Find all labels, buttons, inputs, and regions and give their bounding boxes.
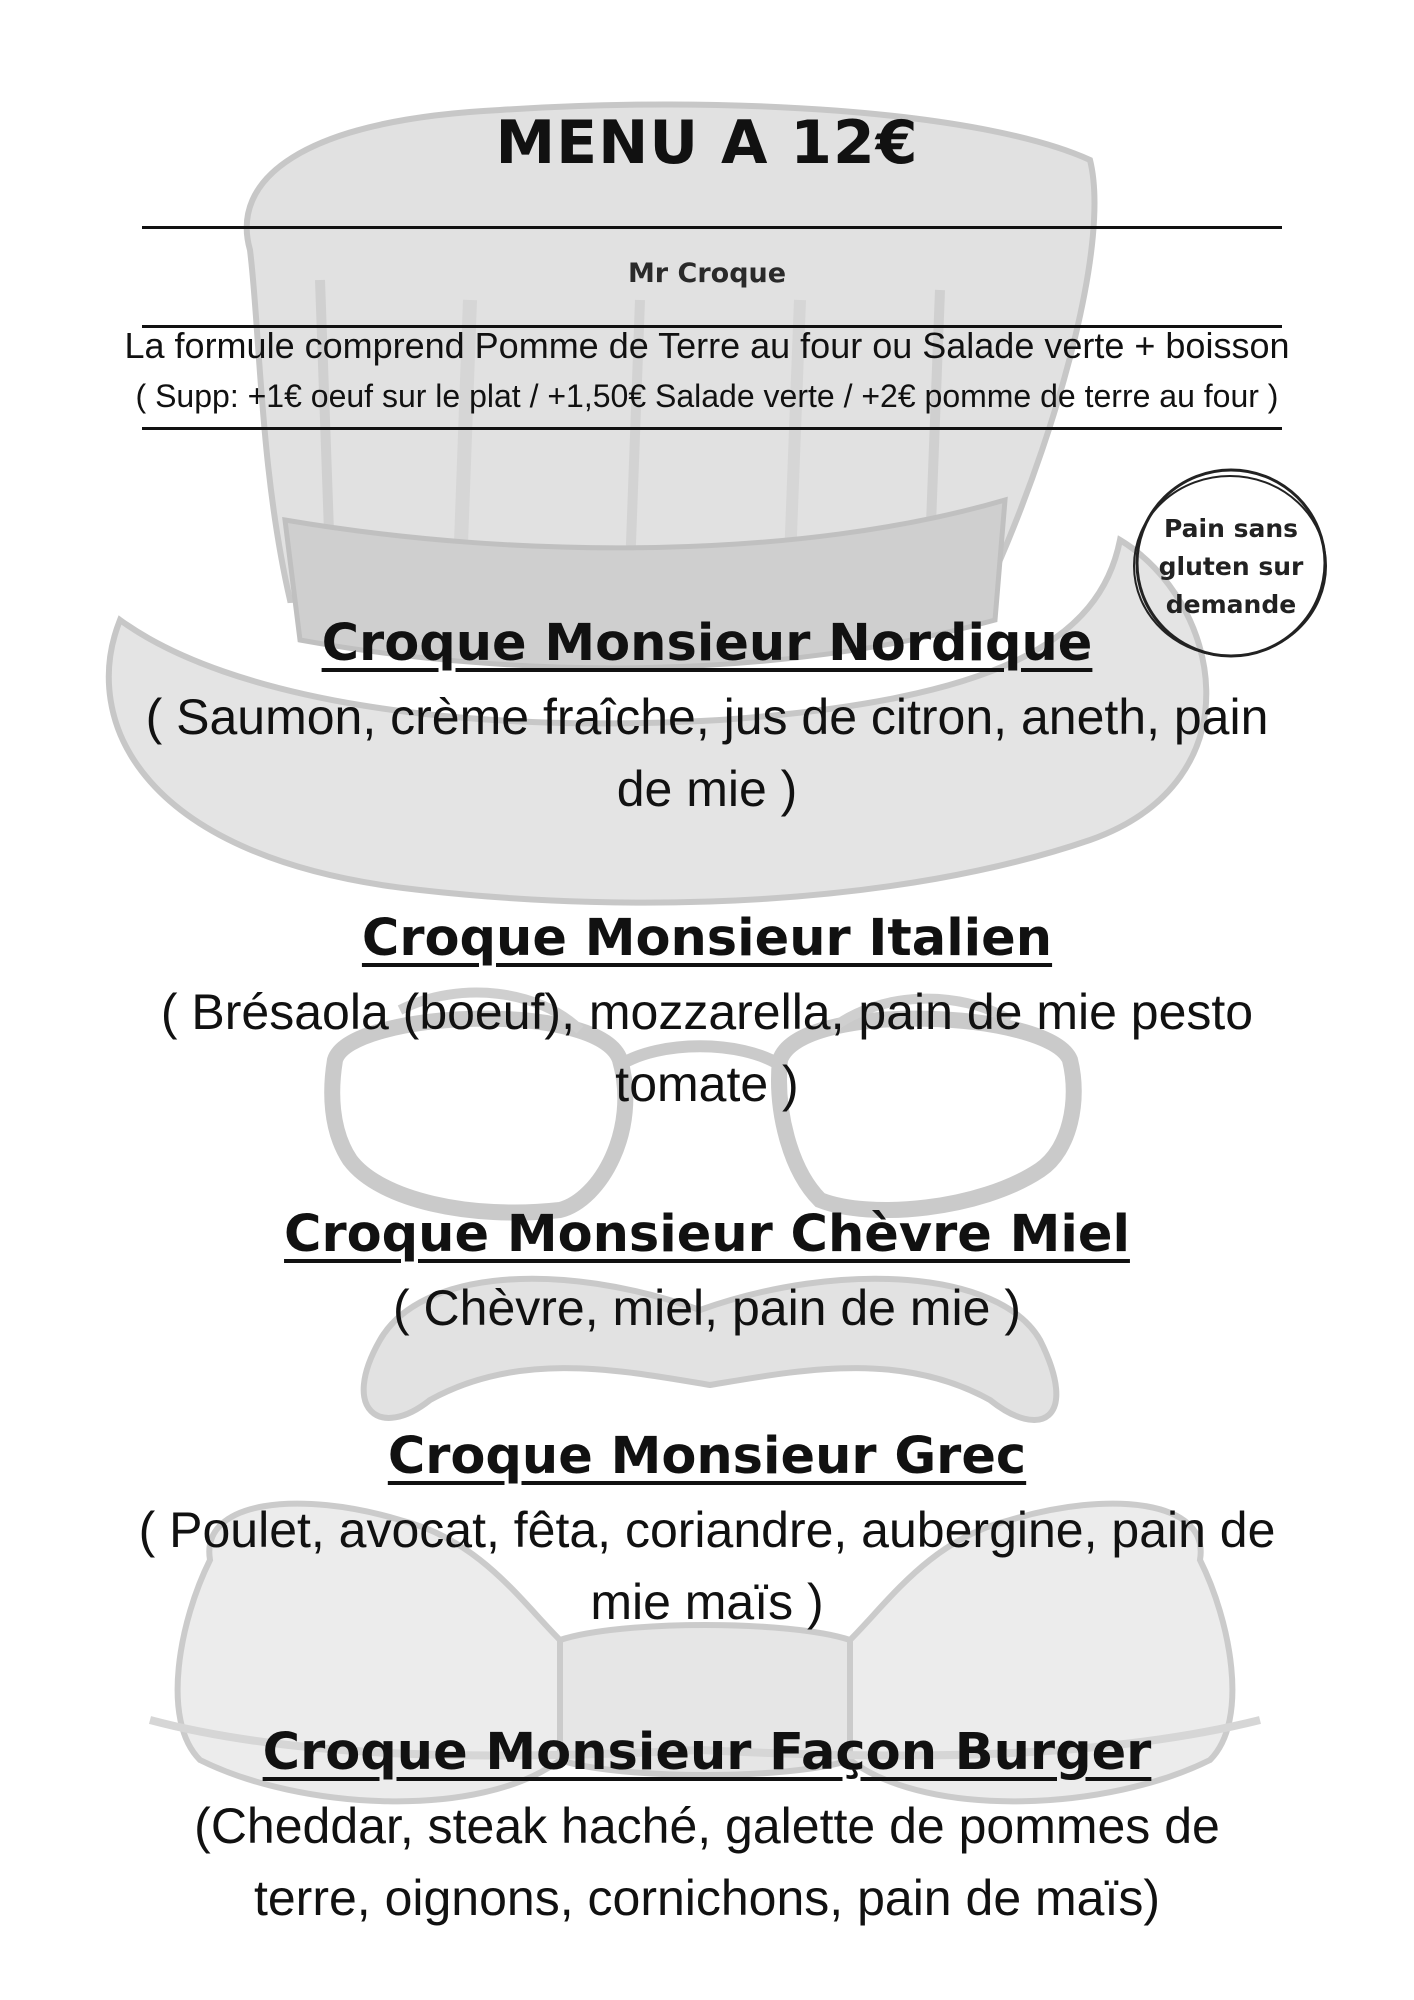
divider-top [142,226,1282,229]
badge-label: Pain sans gluten sur demande [1158,514,1304,619]
item-name: Croque Monsieur Chèvre Miel [284,1205,1130,1264]
menu-title: MENU A 12€ [495,108,919,178]
menu-item [0,902,1414,1120]
supplements-text: ( Supp: +1€ oeuf sur le plat / +1,50€ Salade verte / +2€ pomme de terre au four ) [135,378,1279,414]
item-description: ( Poulet, avocat, fêta, coriandre, aubergine, pain de mie maïs ) [138,1502,1276,1630]
item-description: ( Chèvre, miel, pain de mie ) [392,1280,1021,1336]
menu-item [0,1198,1414,1344]
item-description: (Cheddar, steak haché, galette de pommes de terre, oignons, cornichons, pain de maïs) [194,1798,1220,1926]
item-description: ( Saumon, crème fraîche, jus de citron, aneth, pain de mie ) [145,689,1269,817]
item-name: Croque Monsieur Façon Burger [262,1723,1152,1782]
menu-item [0,1420,1414,1638]
divider-bottom [142,427,1282,430]
formula-text: La formule comprend Pomme de Terre au four ou Salade verte + boisson [124,325,1290,366]
menu-item [0,607,1414,825]
menu-item [0,1716,1414,1934]
brand-name: Mr Croque [627,258,787,289]
item-name: Croque Monsieur Grec [387,1427,1027,1486]
item-name: Croque Monsieur Italien [361,909,1053,968]
item-description: ( Brésaola (boeuf), mozzarella, pain de mie pesto tomate ) [160,984,1254,1112]
item-name: Croque Monsieur Nordique [321,614,1093,673]
